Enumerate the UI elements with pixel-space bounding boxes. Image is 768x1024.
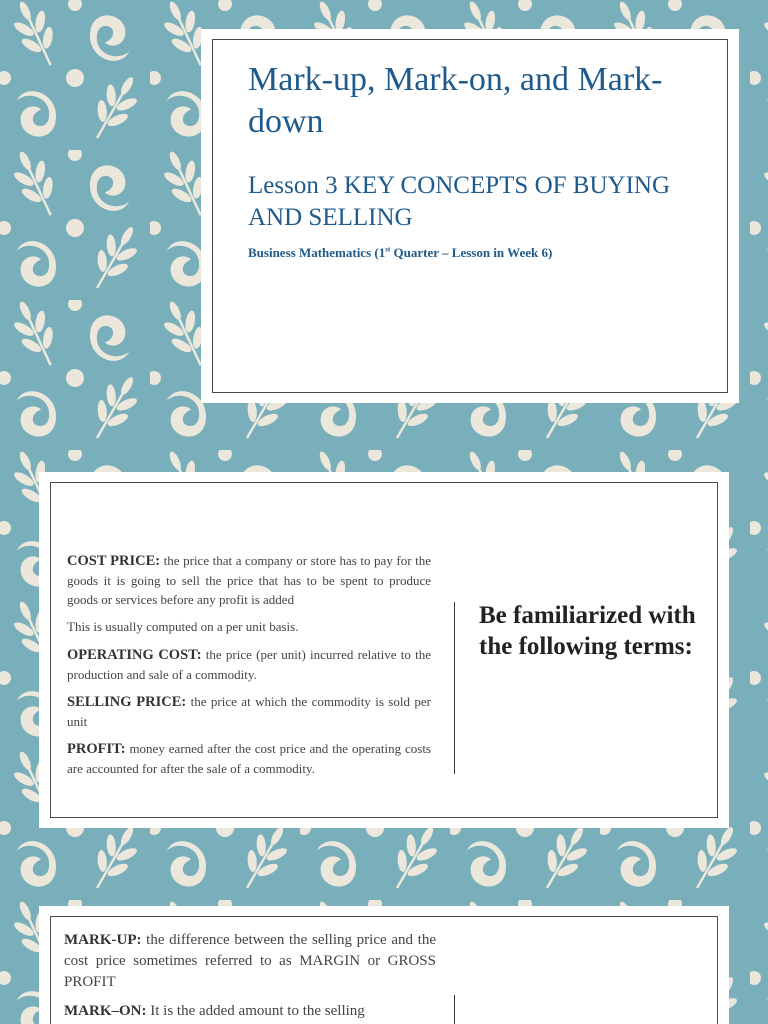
term-label: MARK-UP:	[64, 932, 142, 948]
course-suffix: Quarter – Lesson in Week 6)	[390, 245, 553, 260]
slide-title-text: Mark-up, Mark-on, and Mark-down	[248, 61, 663, 140]
term-definition: the difference between the selling price and the cost price sometimes referred to as MARGIN or GROSS PROFIT	[64, 932, 436, 990]
term-label: COST PRICE:	[67, 553, 161, 569]
term-definition: the price (per unit) incurred relative to the production and sale of a commodity.	[67, 647, 431, 682]
term-label: PROFIT:	[67, 741, 126, 757]
definition-cost-price	[67, 551, 431, 609]
course-prefix: Business Mathematics (1	[248, 245, 386, 260]
definition-note	[67, 617, 431, 637]
term-definition: money earned after the cost price and the operating costs are accounted for after the sale of a commodity.	[67, 741, 431, 776]
term-label: OPERATING COST:	[67, 647, 202, 663]
terms-card	[39, 906, 729, 1024]
course-info	[248, 245, 552, 261]
section-heading: Be familiarized with the following terms:	[479, 602, 696, 660]
term-label: SELLING PRICE:	[67, 694, 187, 710]
slide-terms-1	[0, 432, 768, 866]
lesson-subtitle: Lesson 3 KEY CONCEPTS OF BUYING AND SELLING	[248, 172, 671, 231]
definition-selling-price	[67, 692, 431, 731]
term-definition: the price at which the commodity is sold per unit	[67, 694, 431, 729]
term-definition: It is the added amount to the selling	[146, 1003, 365, 1019]
course-ordinal: st	[385, 245, 391, 254]
definition-operating-cost	[67, 645, 431, 684]
slide-title	[0, 0, 768, 432]
slide-terms-2	[0, 866, 768, 1024]
title-card	[201, 29, 739, 403]
divider-line	[454, 602, 455, 774]
definition-mark-up	[64, 930, 436, 993]
divider-line	[454, 995, 455, 1024]
definitions-list	[64, 930, 436, 1024]
terms-card	[39, 472, 729, 828]
definitions-list	[67, 551, 431, 786]
definition-profit	[67, 739, 431, 778]
term-label: MARK–ON:	[64, 1003, 147, 1019]
term-definition: the price that a company or store has to pay for the goods it is going to sell the price that has to be spent to produce goods or services before any profit is added	[67, 553, 431, 607]
term-definition: This is usually computed on a per unit basis.	[67, 619, 299, 634]
definition-mark-on	[64, 1001, 436, 1022]
